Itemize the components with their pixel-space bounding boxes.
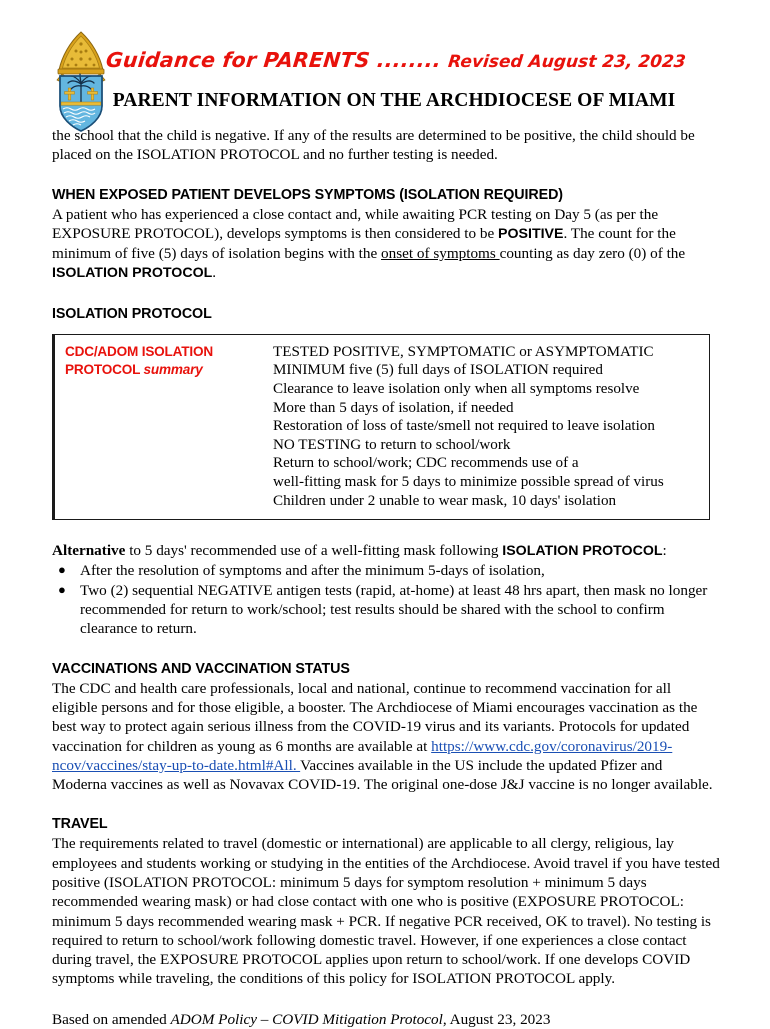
guidance-banner-revised: Revised August 23, 2023 — [447, 52, 687, 72]
page-title: PARENT INFORMATION ON THE ARCHDIOCESE OF MIAMI — [112, 90, 676, 111]
document-header — [0, 0, 770, 122]
protocol-line: Restoration of loss of taste/smell not required to leave isolation — [273, 418, 655, 435]
protocol-box-lines — [273, 343, 703, 510]
exposed-symptoms-paragraph — [52, 205, 720, 284]
esp-b: . The count for the minimum of five (5) days of isolation begins with the — [52, 224, 676, 263]
protocol-line: Return to school/work; CDC recommends use of a — [273, 455, 579, 472]
protocol-line: MINIMUM five (5) full days of ISOLATION required — [273, 362, 603, 379]
protocol-line: Clearance to leave isolation only when all symptoms resolve — [273, 380, 640, 397]
vaccinations-text-a: The CDC and health care professionals, local and national, continue to recommend vaccination for all eligible persons and for those eligible, a booster. The Archdiocese of Miami encourages vaccination as the best way to protect again serious illness from the COVID-19 virus and its variants. Protocols for updated vaccination for children as young as 6 months are available at — [52, 679, 698, 755]
guidance-banner — [0, 48, 770, 72]
protocol-box-label-line2 — [65, 361, 273, 380]
footer-suffix: , August 23, 2023 — [442, 1010, 551, 1028]
alternative-lead — [52, 541, 720, 561]
footer-prefix: Based on amended — [52, 1010, 171, 1028]
bullet-icon: ● — [58, 562, 66, 578]
esp-d: . — [212, 264, 217, 282]
bullet-icon: ● — [58, 581, 66, 597]
list-item — [52, 581, 720, 639]
travel-paragraph: The requirements related to travel (domestic or international) are applicable to all clergy, religious, lay employees and students working or studying in the entities of the Archdiocese. Avoid travel if you have tested positive (ISOLATION PROTOCOL: minimum 5 days for symptom resolution + minimum 5 days recommended wearing mask) or had close contact with one who is positive (EXPOSURE PROTOCOL: minimum 5 days recommended wearing mask + PCR. If negative PCR received, OK to travel). No testing is required to return to school/work following domestic travel. However, if one experiences a close contact during travel, the EXPOSURE PROTOCOL applies upon return to school/work. If one develops COVID symptoms while traveling, the conditions of this policy for ISOLATION PROTOCOL apply. — [52, 835, 720, 988]
esp-positive: POSITIVE — [498, 225, 564, 242]
esp-onset: onset of symptoms — [381, 245, 500, 263]
alternative-lead-bold: Alternative — [52, 542, 126, 560]
intro-paragraph: the school that the child is negative. If any of the results are determined to be positive, the child should be placed on the ISOLATION PROTOCOL and no further testing is needed. — [52, 127, 695, 164]
list-item — [52, 561, 720, 580]
section-heading-isolation-protocol: ISOLATION PROTOCOL — [52, 305, 212, 322]
alternative-lead-rest: to 5 days' recommended use of a well-fitting mask following — [125, 542, 503, 560]
list-item-text: Two (2) sequential NEGATIVE antigen tests (rapid, at-home) at least 48 hrs apart, then mask no longer recommended for return to work/school; test results should be shared with the school to confirm clearance to return. — [80, 581, 708, 638]
footer-policy-title: ADOM Policy – COVID Mitigation Protocol — [170, 1010, 443, 1028]
protocol-box-label-italic: summary — [143, 362, 203, 378]
isolation-protocol-summary-box — [52, 334, 710, 520]
alternative-lead-protocol: ISOLATION PROTOCOL — [502, 543, 663, 560]
protocol-line: More than 5 days of isolation, if needed — [273, 399, 514, 416]
cdc-vaccine-link[interactable]: https://www.cdc.gov/coronavirus/2019-ncov/vaccines/stay-up-to-date.html#All. — [52, 737, 673, 774]
section-heading-vaccinations: VACCINATIONS AND VACCINATION STATUS — [52, 660, 350, 677]
esp-protocol: ISOLATION PROTOCOL — [52, 265, 213, 282]
document-body — [52, 126, 720, 1029]
protocol-line: TESTED POSITIVE, SYMPTOMATIC or ASYMPTOMATIC — [273, 343, 654, 360]
section-heading-exposed-symptoms: WHEN EXPOSED PATIENT DEVELOPS SYMPTOMS (ISOLATION REQUIRED) — [52, 186, 563, 203]
vaccinations-paragraph — [52, 679, 720, 795]
protocol-line: well-fitting mask for 5 days to minimize possible spread of virus — [273, 473, 664, 490]
protocol-box-label — [65, 343, 273, 510]
archdiocese-crest-logo — [52, 30, 110, 136]
esp-c: counting as day zero (0) of the — [499, 245, 686, 263]
alternative-bullet-list — [52, 561, 720, 638]
section-heading-travel: TRAVEL — [52, 816, 108, 833]
guidance-banner-main: Guidance for PARENTS ........ — [104, 48, 443, 72]
protocol-box-label-bold: PROTOCOL — [65, 362, 144, 378]
protocol-box-label-line1: CDC/ADOM ISOLATION — [65, 343, 213, 359]
esp-a: A patient who has experienced a close contact and, while awaiting PCR testing on Day 5 (as per the EXPOSURE PROTOCOL), develops symptoms is then considered to be — [52, 205, 659, 242]
protocol-line: Children under 2 unable to wear mask, 10 days' isolation — [273, 492, 617, 509]
vaccinations-text-b: Vaccines available in the US include the updated Pfizer and Moderna vaccines as well as Novavax COVID-19. The original one-dose J&J vaccine is no longer available. — [52, 756, 713, 794]
document-footer — [52, 1010, 720, 1029]
alternative-lead-colon: : — [662, 542, 667, 560]
list-item-text: After the resolution of symptoms and after the minimum 5-days of isolation, — [80, 562, 545, 580]
protocol-line: NO TESTING to return to school/work — [273, 436, 511, 453]
